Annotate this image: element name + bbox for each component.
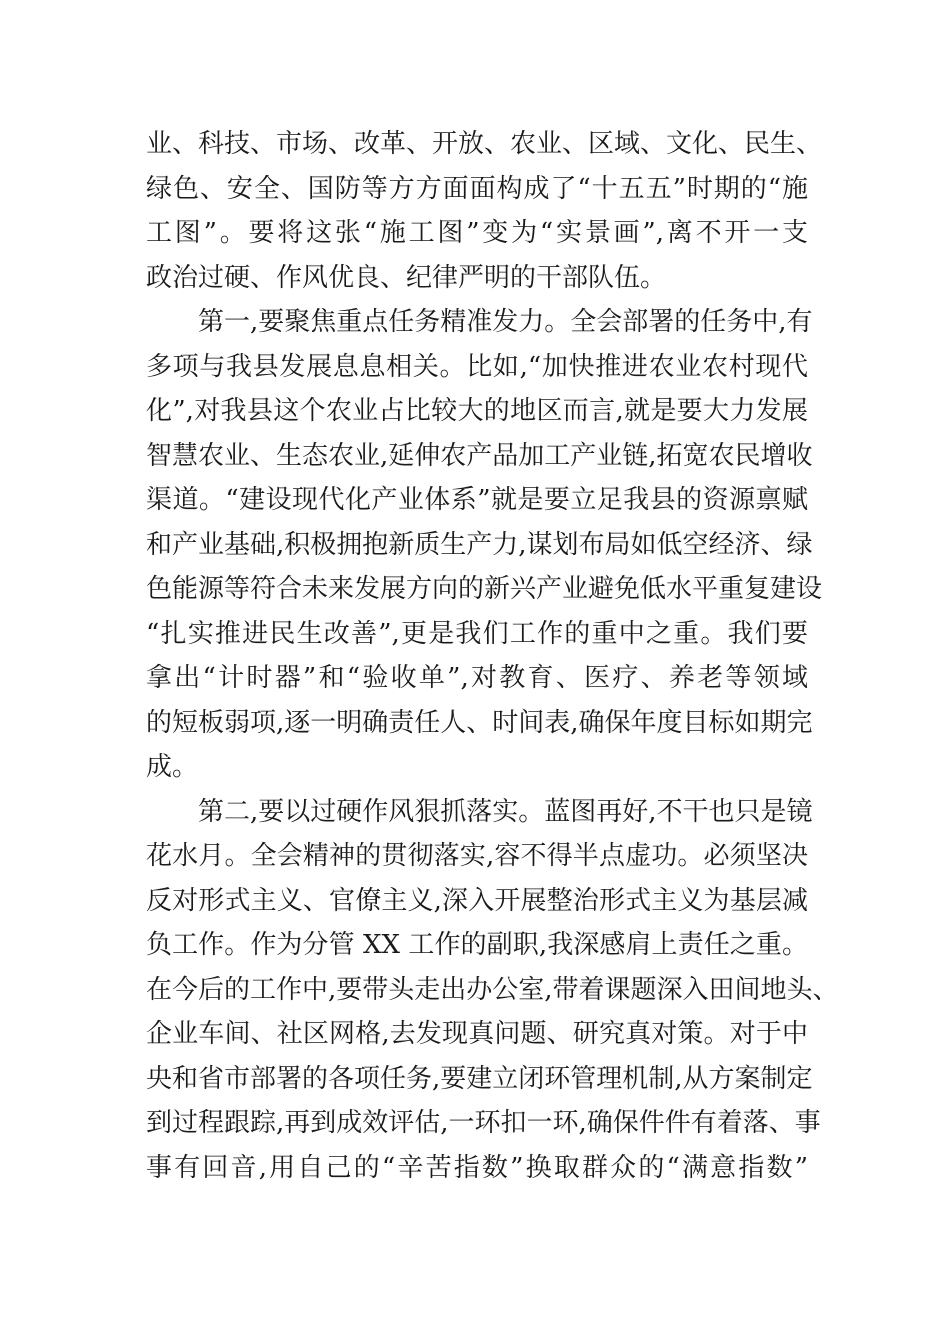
paragraph-line: 渠道。“建设现代化产业体系”就是要立足我县的资源禀赋 bbox=[146, 485, 808, 515]
paragraph-first-line: 第二,要以过硬作风狠抓落实。蓝图再好,不干也只是镜 bbox=[198, 796, 813, 827]
paragraph-line: 反对形式主义、官僚主义,深入开展整治形式主义为基层减 bbox=[146, 885, 808, 916]
paragraph-line: 政治过硬、作风优良、纪律严明的干部队伍。 bbox=[146, 262, 667, 293]
paragraph-line: 花水月。全会精神的贯彻落实,容不得半点虚功。必须坚决 bbox=[146, 841, 808, 871]
paragraph-line: 在今后的工作中,要带头走出办公室,带着课题深入田间地头、 bbox=[146, 974, 839, 1005]
paragraph-line: 到过程跟踪,再到成效评估,一环扣一环,确保件件有着落、事 bbox=[146, 1108, 821, 1138]
paragraph-line: 的短板弱项,逐一明确责任人、时间表,确保年度目标如期完 bbox=[146, 707, 813, 738]
paragraph-line: 拿出“计时器”和“验收单”,对教育、医疗、养老等领域 bbox=[146, 663, 808, 693]
paragraph-line: 化”,对我县这个农业占比较大的地区而言,就是要大力发展 bbox=[146, 396, 808, 426]
paragraph-line: 绿色、安全、国防等方方面面构成了“十五五”时期的“施 bbox=[146, 173, 808, 204]
paragraph-line: 和产业基础,积极拥抱新质生产力,谋划布局如低空经济、绿 bbox=[146, 529, 813, 560]
paragraph-line: 企业车间、社区网格,去发现真问题、研究真对策。对于中 bbox=[146, 1019, 808, 1049]
document-body bbox=[146, 122, 839, 1190]
paragraph-line: 智慧农业、生态农业,延伸农产品加工产业链,拓宽农民增收 bbox=[146, 440, 813, 471]
paragraph-line: “扎实推进民生改善”,更是我们工作的重中之重。我们要 bbox=[146, 618, 808, 649]
paragraph-line: 事有回音,用自己的“辛苦指数”换取群众的“满意指数” bbox=[146, 1152, 808, 1183]
paragraph-line: 央和省市部署的各项任务,要建立闭环管理机制,从方案制定 bbox=[146, 1063, 813, 1094]
paragraph-line: 负工作。作为分管 XX 工作的副职,我深感肩上责任之重。 bbox=[146, 930, 808, 960]
paragraph-line: 多项与我县发展息息相关。比如,“加快推进农业农村现代 bbox=[146, 351, 808, 382]
paragraph-line: 业、科技、市场、改革、开放、农业、区域、文化、民生、 bbox=[146, 129, 823, 159]
paragraph-line: 成。 bbox=[146, 752, 199, 782]
paragraph-line: 色能源等符合未来发展方向的新兴产业避免低水平重复建设 bbox=[146, 574, 823, 604]
paragraph-first-line: 第一,要聚焦重点任务精准发力。全会部署的任务中,有 bbox=[198, 307, 813, 337]
paragraph-line: 工图”。要将这张“施工图”变为“实景画”,离不开一支 bbox=[146, 218, 808, 248]
